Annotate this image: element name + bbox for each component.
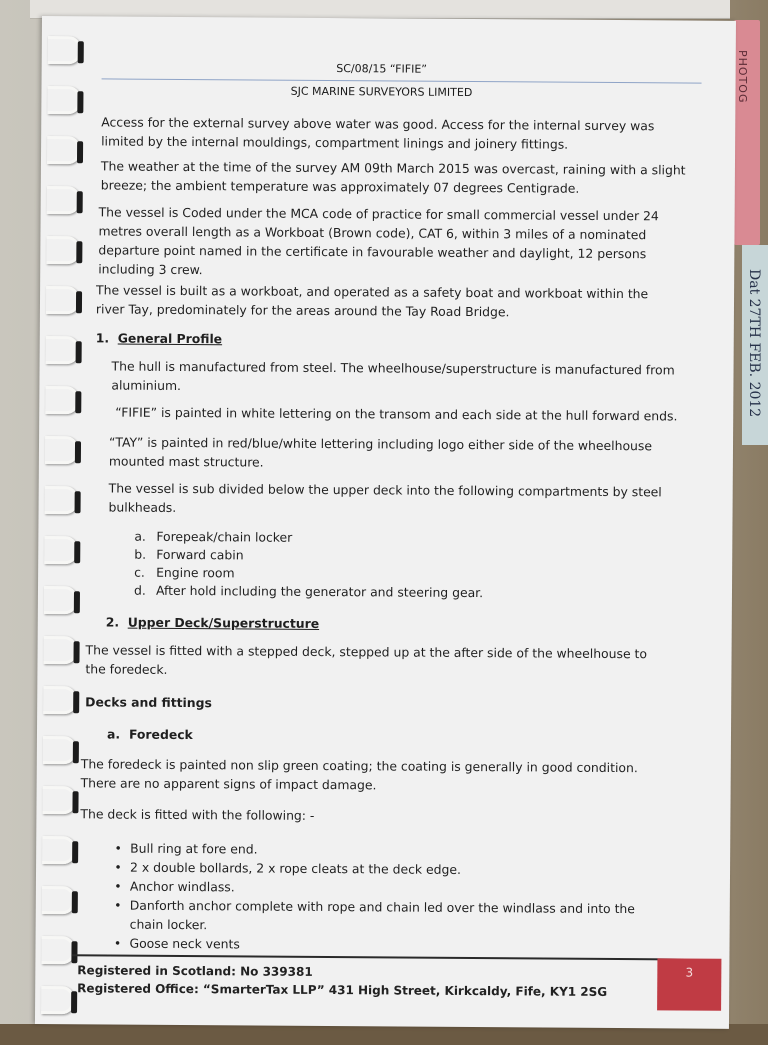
divider-tab-date: [742, 245, 768, 445]
compartment-item: [134, 583, 483, 600]
header-rule: [102, 78, 702, 83]
bullet-text: Danforth anchor complete with rope and chain led over the windlass and into the: [129, 897, 636, 917]
footer-office: Registered Office: “SmarterTax LLP” 431 High Street, Kirkcaldy, Fife, KY1 2SG: [77, 981, 608, 999]
fittings-bullet: • Anchor windlass.: [114, 878, 235, 895]
list-marker: d.: [133, 582, 146, 598]
list-marker: c.: [134, 564, 145, 580]
list-marker: a.: [134, 528, 146, 544]
text-line: departure point named in the certificate in favourable weather and daylight, 12 persons: [98, 242, 647, 262]
text-line: The foredeck is painted non slip green coating; the coating is generally in good condition.: [80, 756, 638, 776]
bullet-text: Bull ring at fore end.: [130, 840, 258, 857]
text-line: The vessel is built as a workboat, and operated as a safety boat and workboat within the: [96, 282, 649, 302]
binding-ring: [47, 186, 80, 214]
section-title: General Profile: [117, 330, 223, 347]
page-number: 3: [657, 958, 721, 1010]
fittings-bullet: • 2 x double bollards, 2 x rope cleats at the deck edge.: [114, 859, 462, 877]
company-name: SJC MARINE SURVEYORS LIMITED: [290, 84, 473, 100]
binding-ring: [41, 936, 74, 964]
section-title: Upper Deck/Superstructure: [127, 614, 320, 631]
text-line: The vessel is fitted with a stepped deck, stepped up at the after side of the wheelhouse to: [85, 642, 648, 662]
text-line: breeze; the ambient temperature was approximately 07 degrees Centigrade.: [100, 177, 580, 196]
binding-ring: [43, 636, 76, 664]
document-page: [35, 16, 736, 1029]
intro-paragraph-4: [96, 280, 648, 322]
text-line: mounted mast structure.: [108, 453, 264, 470]
divider-tab-photos: [734, 20, 760, 245]
list-item-text: After hold including the generator and steering gear.: [155, 582, 484, 601]
text-line: Access for the external survey above water was good. Access for the internal survey was: [101, 114, 655, 134]
text-line: The weather at the time of the survey AM 09th March 2015 was overcast, raining with a slight: [100, 158, 686, 178]
binding-ring: [42, 786, 75, 814]
list-item-text: Forward cabin: [156, 546, 244, 563]
binding-ring: [45, 486, 78, 514]
decks-heading: Decks and fittings: [85, 694, 212, 711]
intro-paragraph-1: [101, 112, 654, 154]
compartment-item: [134, 529, 292, 545]
compartment-item: [134, 565, 235, 581]
binding-ring: [45, 436, 78, 464]
text-line: “TAY” is painted in red/blue/white lettering including logo either side of the wheelhouse: [108, 434, 653, 454]
section-1-heading: [96, 330, 222, 346]
text-line: limited by the internal mouldings, compartment linings and joinery fittings.: [101, 133, 569, 152]
binding-ring: [46, 336, 79, 364]
document-reference: SC/08/15 “FIFIE”: [336, 62, 428, 76]
section-2-heading: [106, 614, 319, 630]
text-line: the foredeck.: [85, 661, 168, 677]
text-line: There are no apparent signs of impact damage.: [80, 775, 377, 793]
fittings-bullet: • Danforth anchor complete with rope and chain led over the windlass and into the chain locker.: [106, 895, 635, 937]
fittings-bullet: • Goose neck vents: [113, 935, 240, 952]
text-line: including 3 crew.: [98, 261, 203, 278]
bullet-text: Goose neck vents: [129, 935, 240, 952]
bullet-text: Anchor windlass.: [129, 878, 235, 895]
binding-ring: [46, 286, 79, 314]
binding-ring: [43, 736, 76, 764]
foredeck-paragraph-2: [80, 804, 314, 825]
section-number: 2.: [105, 614, 120, 630]
text-line: bulkheads.: [108, 499, 177, 515]
text-line: The deck is fitted with the following: -: [80, 806, 315, 823]
section-1-paragraph-3: [109, 432, 652, 474]
text-line: “FIFIE” is painted in white lettering on the transom and each side at the hull forward ends.: [115, 404, 678, 424]
intro-paragraph-2: [101, 156, 686, 198]
divider-tab-date-label: Dat 27TH FEB. 2012: [746, 269, 762, 418]
footer-rule: [71, 954, 683, 960]
list-item-text: Engine room: [156, 564, 235, 581]
section-number: 1.: [95, 330, 110, 346]
foredeck-paragraph-1: [81, 754, 638, 796]
binding-ring: [42, 836, 75, 864]
binding-ring: [45, 386, 78, 414]
binding-ring: [42, 886, 75, 914]
list-item-text: Forepeak/chain locker: [156, 528, 293, 545]
text-line: The vessel is Coded under the MCA code of practice for small commercial vessel under 24: [98, 204, 659, 224]
section-2-paragraph-1: [85, 640, 647, 682]
divider-tab-photos-label: PHOTOG: [736, 50, 749, 104]
text-line: aluminium.: [111, 377, 182, 393]
list-marker: b.: [134, 546, 147, 562]
compartment-item: [134, 547, 243, 563]
spiral-binding: [35, 36, 88, 1040]
text-line: The hull is manufactured from steel. The wheelhouse/superstructure is manufactured from: [111, 358, 675, 378]
section-1-paragraph-2: [115, 403, 677, 426]
binding-ring: [43, 686, 76, 714]
binding-ring: [44, 536, 77, 564]
intro-paragraph-3: [98, 202, 659, 282]
section-1-paragraph-1: [111, 356, 674, 398]
text-line: river Tay, predominately for the areas around the Tay Road Bridge.: [95, 301, 510, 320]
binding-ring: [46, 236, 79, 264]
binding-ring: [47, 136, 80, 164]
subsection-marker: a.: [106, 726, 121, 742]
bullet-text: chain locker.: [129, 916, 208, 933]
subsection-title: Foredeck: [128, 726, 193, 743]
binding-ring: [41, 986, 74, 1014]
text-line: The vessel is sub divided below the upper deck into the following compartments by steel: [108, 480, 662, 500]
binding-ring: [44, 586, 77, 614]
section-1-paragraph-4: [109, 478, 662, 520]
foredeck-heading: [107, 726, 193, 742]
text-line: metres overall length as a Workboat (Brown code), CAT 6, within 3 miles of a nominated: [98, 223, 647, 243]
bullet-text: 2 x double bollards, 2 x rope cleats at the deck edge.: [130, 859, 462, 877]
fittings-bullet: • Bull ring at fore end.: [114, 840, 258, 857]
footer-registration: Registered in Scotland: No 339381: [77, 963, 313, 979]
